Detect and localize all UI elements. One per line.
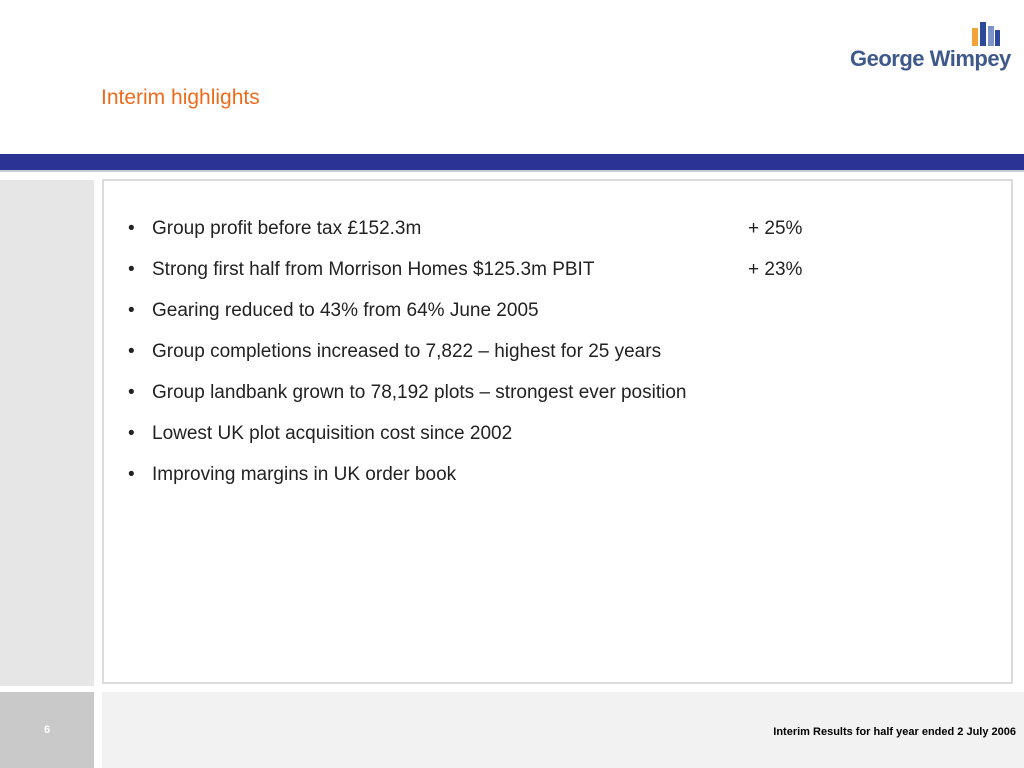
bullet-icon: • [128,464,135,485]
page-title: Interim highlights [101,86,260,109]
header-band-shadow [0,170,1024,172]
george-wimpey-logo [846,14,1011,74]
highlight-text: Improving margins in UK order book [152,464,457,485]
left-side-panel [0,180,94,686]
highlight-text: Group landbank grown to 78,192 plots – strongest ever position [152,382,687,403]
highlight-value: + 23% [748,259,803,280]
highlight-text: Gearing reduced to 43% from 64% June 2005 [152,300,539,321]
bullet-icon: • [128,341,135,362]
highlight-text: Lowest UK plot acquisition cost since 2002 [152,423,513,444]
highlight-text: Group completions increased to 7,822 – highest for 25 years [152,341,662,362]
page-number: 6 [43,724,51,736]
bullet-icon: • [128,218,135,239]
logo-text: George Wimpey [850,46,1011,71]
bullet-icon: • [128,259,135,280]
footer-caption: Interim Results for half year ended 2 July 2006 [773,726,1016,738]
highlight-text: Strong first half from Morrison Homes $125.3m PBIT [152,259,595,280]
highlight-value: + 25% [748,218,803,239]
header-band [0,154,1024,170]
highlight-text: Group profit before tax £152.3m [152,218,422,239]
bullet-icon: • [128,423,135,444]
bullet-icon: • [128,300,135,321]
bullet-icon: • [128,382,135,403]
